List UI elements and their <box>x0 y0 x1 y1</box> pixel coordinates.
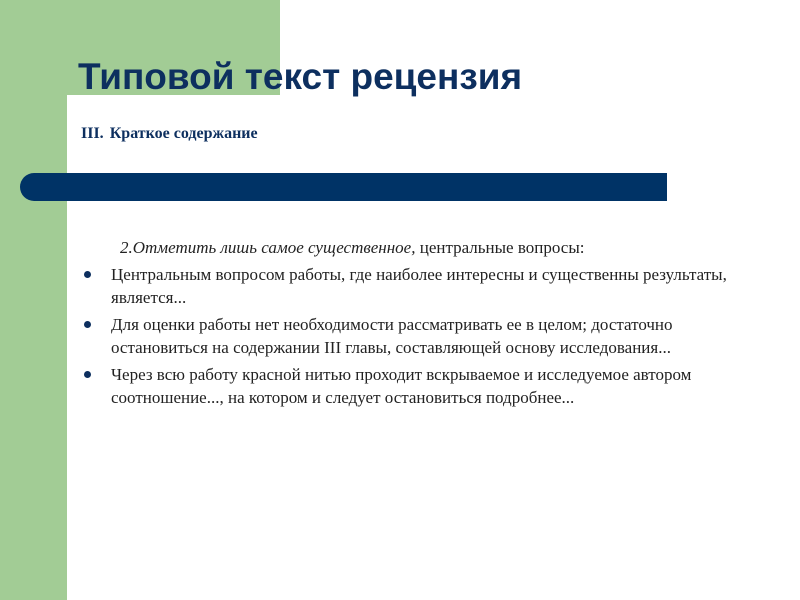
slide-title: Типовой текст рецензия <box>78 56 523 97</box>
list-item-text: Центральным вопросом работы, где наиболее интересны и существенны результаты, является... <box>111 265 727 307</box>
lead-italic-part: 2.Отметить лишь <box>120 238 262 257</box>
list-item-text: Для оценки работы нет необходимости рассматривать ее в целом; достаточно остановиться на содержании III главы, составляющей основу исследования... <box>111 315 673 357</box>
bullet-list <box>80 263 760 409</box>
slide-body <box>80 236 760 413</box>
slide-subtitle <box>81 125 258 143</box>
list-item-text: Через всю работу красной нитью проходит вскрываемое и исследуемое автором соотношение..., на котором и следует остановиться подробнее... <box>111 365 692 407</box>
lead-plain-part: центральные вопросы: <box>415 238 585 257</box>
lead-paragraph <box>80 236 760 259</box>
accent-bar <box>20 173 667 201</box>
list-item <box>80 313 760 359</box>
lead-emphasis: самое существенное, <box>261 238 416 257</box>
list-item <box>80 263 760 309</box>
bullet-dot-icon <box>84 321 91 328</box>
list-item <box>80 363 760 409</box>
subtitle-text: Краткое содержание <box>109 125 258 142</box>
subtitle-number: III. <box>81 125 104 142</box>
bullet-dot-icon <box>84 371 91 378</box>
bullet-dot-icon <box>84 271 91 278</box>
